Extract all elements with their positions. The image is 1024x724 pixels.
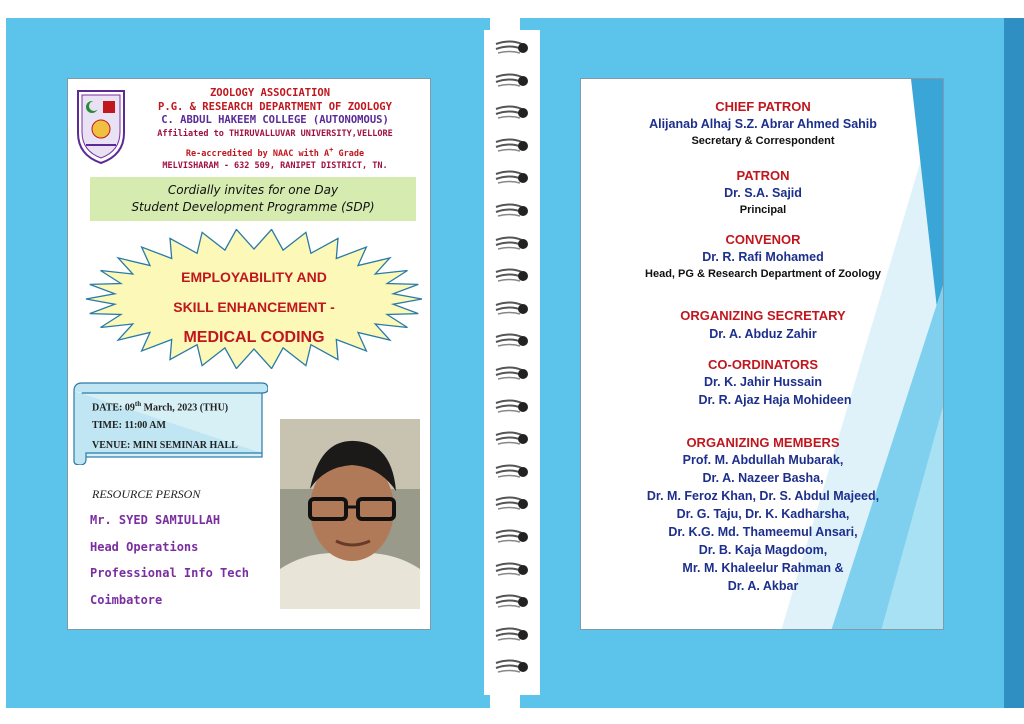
event-date: DATE: 09th March, 2023 (THU) — [92, 400, 229, 414]
binding-ring — [494, 464, 530, 480]
convenor-title: CONVENOR — [725, 232, 801, 247]
binding-ring — [494, 627, 530, 643]
topic-line-2: SKILL ENHANCEMENT - — [173, 299, 335, 315]
invite-line-2: Student Development Programme (SDP) — [131, 200, 375, 214]
binding-ring — [494, 40, 530, 56]
topic-line-1: EMPLOYABILITY AND — [181, 269, 327, 285]
chief-patron-name: Alijanab Alhaj S.Z. Abrar Ahmed Sahib — [649, 117, 877, 131]
organizing-member: Dr. G. Taju, Dr. K. Kadharsha, — [676, 507, 850, 521]
binding-ring — [494, 594, 530, 610]
topic-line-3: MEDICAL CODING — [183, 329, 325, 346]
binding-ring — [494, 236, 530, 252]
binding-ring — [494, 268, 530, 284]
invitation-card — [67, 78, 431, 630]
binding-ring — [494, 170, 530, 186]
organizing-member: Dr. B. Kaja Magdoom, — [698, 543, 828, 557]
organizing-secretary-title: ORGANIZING SECRETARY — [680, 308, 846, 323]
binding-ring — [494, 73, 530, 89]
resource-person-photo — [280, 419, 420, 609]
organizing-secretary-name: Dr. A. Abduz Zahir — [709, 327, 817, 341]
resource-person-heading: RESOURCE PERSON — [92, 487, 201, 501]
binding-ring — [494, 333, 530, 349]
organizing-member: Dr. A. Akbar — [727, 579, 799, 593]
organizing-member: Dr. A. Nazeer Basha, — [702, 471, 824, 485]
patron-role: Principal — [739, 204, 787, 216]
organizing-member: Mr. M. Khaleelur Rahman & — [682, 561, 844, 575]
binding-ring — [494, 496, 530, 512]
chief-patron-role: Secretary & Correspondent — [691, 135, 835, 147]
organizing-member: Dr. K.G. Md. Thameemul Ansari, — [668, 525, 858, 539]
chief-patron-title: CHIEF PATRON — [715, 99, 811, 114]
coordinators-title: CO-ORDINATORS — [707, 357, 819, 372]
association-name: ZOOLOGY ASSOCIATION — [209, 87, 331, 99]
committee-card — [580, 78, 944, 630]
binding-ring — [494, 659, 530, 675]
organizing-member: Prof. M. Abdullah Mubarak, — [682, 453, 844, 467]
college-address: MELVISHARAM - 632 509, RANIPET DISTRICT, TN. — [162, 161, 388, 171]
patron-name: Dr. S.A. Sajid — [724, 186, 802, 200]
patron-title: PATRON — [736, 168, 790, 183]
binding-ring — [494, 138, 530, 154]
organizing-members-title: ORGANIZING MEMBERS — [686, 435, 840, 450]
convenor-name: Dr. R. Rafi Mohamed — [702, 250, 824, 264]
binding-ring — [494, 301, 530, 317]
resource-person-company: Professional Info Tech — [90, 566, 249, 580]
binding-ring — [494, 203, 530, 219]
resource-person-role: Head Operations — [90, 540, 199, 554]
coordinator-name: Dr. K. Jahir Hussain — [703, 375, 823, 389]
accreditation-text: Re-accredited by NAAC with A+ Grade — [185, 146, 365, 159]
organizing-member: Dr. M. Feroz Khan, Dr. S. Abdul Majeed, — [646, 489, 880, 503]
coordinator-name: Dr. R. Ajaz Haja Mohideen — [698, 393, 852, 407]
binding-ring — [494, 366, 530, 382]
event-time: TIME: 11:00 AM — [92, 420, 166, 431]
affiliation-text: Affiliated to THIRUVALLUVAR UNIVERSITY,VELLORE — [157, 129, 393, 139]
department-name: P.G. & RESEARCH DEPARTMENT OF ZOOLOGY — [158, 101, 392, 113]
binding-ring — [494, 399, 530, 415]
binding-ring — [494, 529, 530, 545]
invite-line-1: Cordially invites for one Day — [167, 183, 339, 197]
convenor-role: Head, PG & Research Department of Zoology — [645, 268, 881, 280]
resource-person-city: Coimbatore — [90, 593, 163, 607]
binding-ring — [494, 562, 530, 578]
resource-person-name: Mr. SYED SAMIULLAH — [90, 513, 221, 527]
binding-ring — [494, 431, 530, 447]
binding-ring — [494, 105, 530, 121]
college-name: C. ABDUL HAKEEM COLLEGE (AUTONOMOUS) — [161, 114, 389, 126]
event-venue: VENUE: MINI SEMINAR HALL — [92, 440, 238, 451]
right-edge-stripe — [1004, 18, 1024, 708]
invite-banner — [90, 177, 416, 221]
